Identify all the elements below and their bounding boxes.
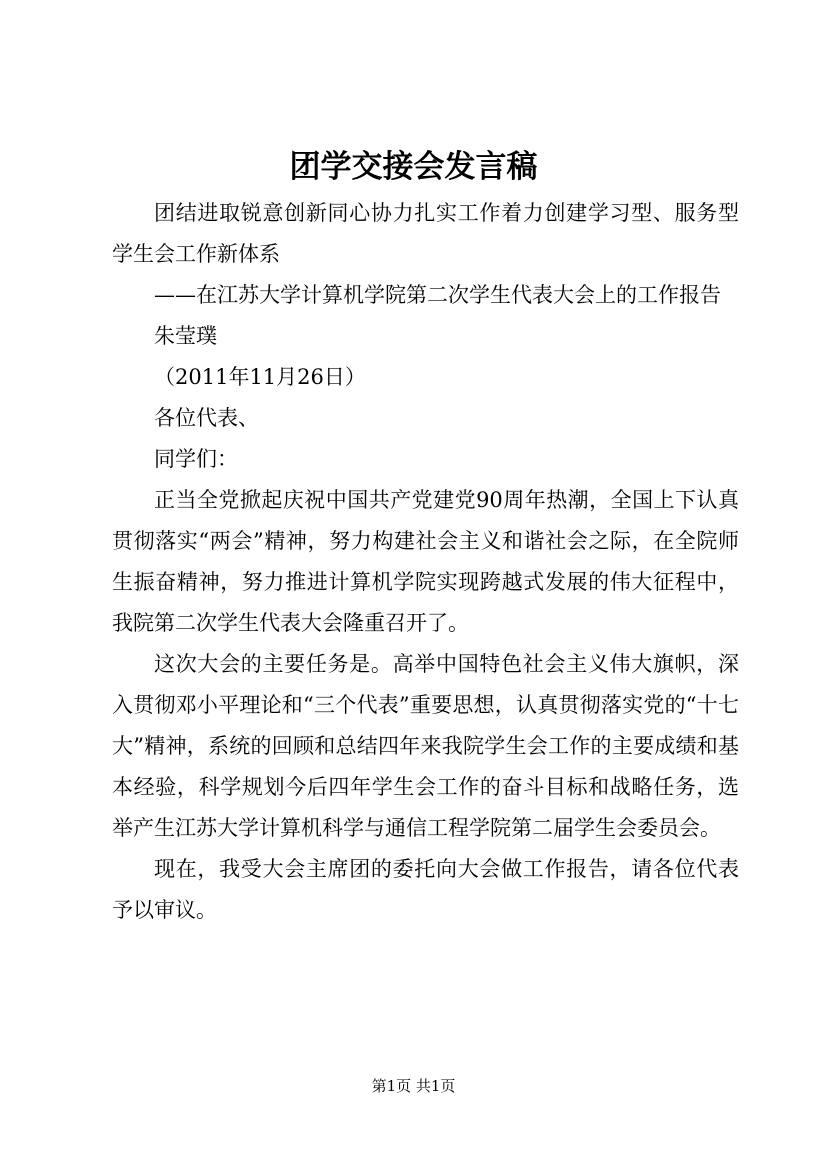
document-title: 团学交接会发言稿 <box>289 149 538 185</box>
subtitle-paragraph: 团结进取锐意创新同心协力扎实工作着力创建学习型、服务型学生会工作新体系 <box>112 201 739 266</box>
report-date: （2011年11月26日） <box>154 365 366 389</box>
body-paragraph: 现在，我受大会主席团的委托向大会做工作报告，请各位代表予以审议。 <box>112 857 739 922</box>
document-body <box>112 193 739 931</box>
salutation-delegates: 各位代表、 <box>154 406 259 430</box>
report-occasion-paragraph: ——在江苏大学计算机学院第二次学生代表大会上的工作报告 <box>154 283 721 307</box>
body-paragraph: 正当全党掀起庆祝中国共产党建党90周年热潮，全国上下认真贯彻落实“两会”精神，努力构建社会主义和谐社会之际，在全院师生振奋精神，努力推进计算机学院实现跨越式发展的伟大征程中，我院第二次学生代表大会隆重召开了。 <box>112 488 739 635</box>
page-footer: 第1页 共1页 <box>371 1077 456 1095</box>
author-name: 朱莹璞 <box>154 324 217 348</box>
salutation-classmates: 同学们： <box>154 447 238 471</box>
body-paragraph: 这次大会的主要任务是。高举中国特色社会主义伟大旗帜，深入贯彻邓小平理论和“三个代表”重要思想，认真贯彻落实党的“十七大”精神，系统的回顾和总结四年来我院学生会工作的主要成绩和基本经验，科学规划今后四年学生会工作的奋斗目标和战略任务，选举产生江苏大学计算机科学与通信工程学院第二届学生会委员会。 <box>112 652 739 840</box>
